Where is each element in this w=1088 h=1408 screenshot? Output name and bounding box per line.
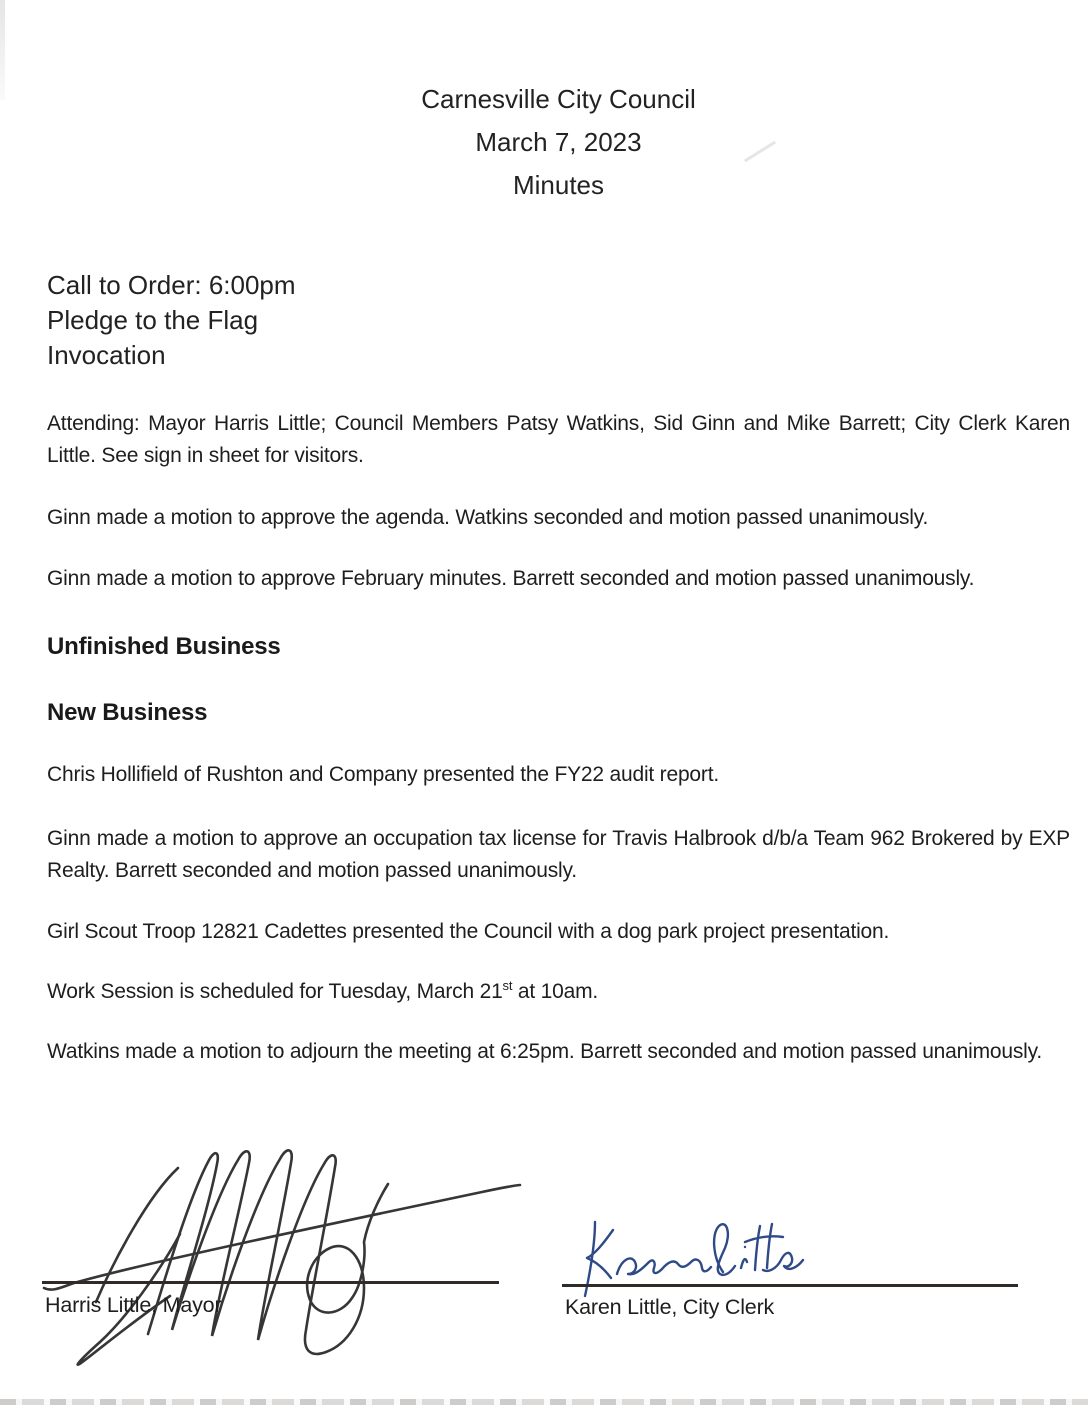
february-minutes-motion-paragraph: Ginn made a motion to approve February minutes. Barrett seconded and motion passed unanimously. <box>47 567 975 590</box>
work-session-text: Work Session is scheduled for Tuesday, March 21 <box>47 980 503 1003</box>
clerk-signature-line <box>562 1284 1018 1287</box>
scan-artifact-left-edge <box>0 0 5 100</box>
title-organization: Carnesville City Council <box>421 84 696 114</box>
mayor-signature-ink <box>30 1138 535 1373</box>
mayor-signature-label: Harris Little, Mayor <box>45 1293 222 1317</box>
title-date: March 7, 2023 <box>475 127 642 157</box>
clerk-signature-label: Karen Little, City Clerk <box>565 1295 775 1319</box>
document-title-block <box>47 78 1070 207</box>
work-session-paragraph <box>47 976 1070 1007</box>
adjourn-motion-paragraph: Watkins made a motion to adjourn the meeting at 6:25pm. Barrett seconded and motion passed unanimously. <box>47 1040 1042 1063</box>
pledge-line: Pledge to the Flag <box>47 305 259 335</box>
work-session-suffix: at 10am. <box>512 980 599 1003</box>
attending-paragraph: Attending: Mayor Harris Little; Council Members Patsy Watkins, Sid Ginn and Mike Barrett; City Clerk Karen Little. See sign in sheet for visitors. <box>47 412 1070 467</box>
work-session-superscript: st <box>502 978 513 993</box>
opening-items <box>47 268 1070 373</box>
mayor-signature-line <box>42 1281 499 1284</box>
title-doc-type: Minutes <box>512 170 605 200</box>
new-business-heading: New Business <box>47 699 208 726</box>
scan-artifact-bottom-strip <box>0 1399 1088 1405</box>
audit-report-paragraph: Chris Hollifield of Rushton and Company presented the FY22 audit report. <box>47 763 719 786</box>
girl-scouts-paragraph: Girl Scout Troop 12821 Cadettes presented the Council with a dog park project presentation. <box>47 920 890 943</box>
call-to-order-line: Call to Order: 6:00pm <box>47 270 296 300</box>
agenda-motion-paragraph: Ginn made a motion to approve the agenda. Watkins seconded and motion passed unanimously. <box>47 506 929 529</box>
unfinished-business-heading: Unfinished Business <box>47 633 281 660</box>
invocation-line: Invocation <box>47 340 166 370</box>
occupation-tax-motion-paragraph: Ginn made a motion to approve an occupation tax license for Travis Halbrook d/b/a Team 962 Brokered by EXP Realty. Barrett seconded and motion passed unanimously. <box>47 827 1070 882</box>
